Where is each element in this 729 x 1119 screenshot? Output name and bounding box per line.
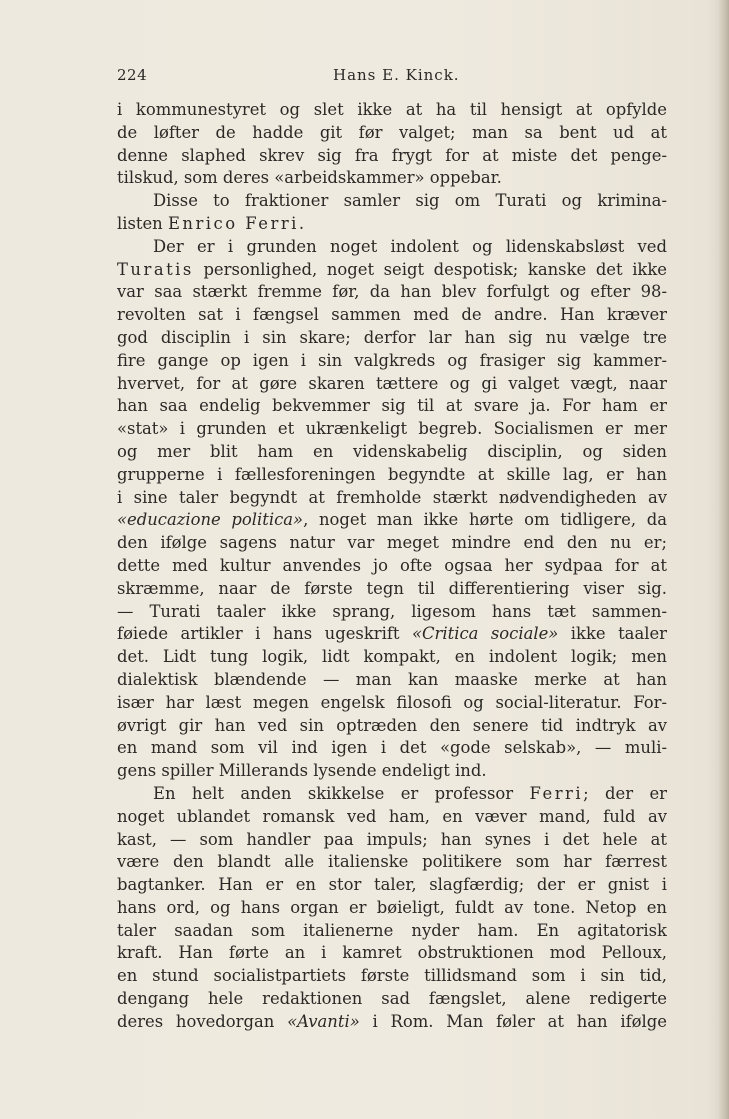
text-line — [117, 418, 667, 441]
text-line — [117, 350, 667, 373]
text-line — [117, 122, 667, 145]
text-line — [117, 920, 667, 943]
text-line — [117, 737, 667, 760]
text-line — [117, 1011, 667, 1034]
text-segment: hans ord, og hans organ er bøieligt, fuldt av tone. Netop en — [117, 897, 667, 917]
text-line — [117, 190, 667, 213]
text-line — [117, 99, 667, 122]
spaced-name: Turatis — [117, 259, 194, 279]
text-segment: dialektisk blændende — man kan maaske merke at han — [117, 669, 667, 689]
text-segment: god disciplin i sin skare; derfor lar han sig nu vælge tre — [117, 327, 667, 347]
text-line — [117, 601, 667, 624]
text-line — [117, 213, 667, 236]
text-line — [117, 806, 667, 829]
spaced-name: Enrico Ferri — [167, 213, 299, 233]
page-header — [117, 66, 667, 90]
text-segment: være den blandt alle italienske politikere som har færrest — [117, 852, 667, 872]
text-segment: især har læst megen engelsk filosofi og social-literatur. For- — [117, 692, 667, 712]
text-line — [117, 623, 667, 646]
text-line — [117, 327, 667, 350]
text-line — [117, 464, 667, 487]
text-segment: denne slaphed skrev sig fra frygt for at miste det penge- — [117, 145, 667, 165]
text-segment: i kommunestyret og slet ikke at ha til hensigt at opfylde — [117, 100, 667, 119]
text-segment: og mer blit ham en videnskabelig disciplin, og siden — [117, 441, 667, 461]
italic-title: «Critica sociale» — [411, 624, 559, 644]
text-segment: En helt anden skikkelse er professor — [153, 783, 530, 803]
running-head: Hans E. Kinck. — [333, 66, 460, 84]
text-line — [117, 988, 667, 1011]
text-line — [117, 532, 667, 555]
body-text — [117, 99, 667, 1034]
text-segment: Der er i grunden noget indolent og lidenskabsløst ved — [153, 236, 667, 256]
text-line — [117, 783, 667, 806]
text-line — [117, 259, 667, 282]
text-segment: han saa endelig bekvemmer sig til at svare ja. For ham er — [117, 396, 667, 416]
text-segment: — Turati taaler ikke sprang, ligesom hans tæt sammen- — [117, 601, 667, 621]
text-segment: det. Lidt tung logik, lidt kompakt, en indolent logik; men — [117, 647, 667, 667]
text-line — [117, 281, 667, 304]
text-line — [117, 145, 667, 168]
text-line — [117, 692, 667, 715]
text-segment: kraft. Han førte an i kamret obstruktionen mod Pelloux, — [117, 943, 667, 963]
text-segment: føiede artikler i hans ugeskrift — [117, 624, 412, 644]
text-line — [117, 509, 667, 532]
text-line — [117, 829, 667, 852]
text-segment: ; der er — [583, 783, 667, 803]
text-segment: bagtanker. Han er en stor taler, slagfærdig; der er gnist i — [117, 875, 667, 895]
text-segment: kast, — som handler paa impuls; han synes i det hele at — [117, 829, 667, 849]
text-line — [117, 441, 667, 464]
text-segment: personlighed, noget seigt despotisk; kanske det ikke — [193, 259, 667, 279]
text-line — [117, 373, 667, 396]
italic-title: «educazione politica» — [117, 510, 304, 530]
text-segment: listen — [117, 213, 168, 233]
text-segment: en stund socialistpartiets første tillidsmand som i sin tid, — [117, 966, 667, 986]
text-line — [117, 555, 667, 578]
text-segment: dette med kultur anvendes jo ofte ogsaa her sydpaa for at — [117, 555, 667, 575]
spaced-name: Ferri — [529, 783, 584, 803]
text-line — [117, 760, 667, 783]
text-segment: skræmme, naar de første tegn til differentiering viser sig. — [117, 578, 667, 598]
page-edge — [719, 0, 729, 1119]
text-line — [117, 487, 667, 510]
text-segment: noget ublandet romansk ved ham, en væver mand, fuld av — [117, 806, 667, 826]
text-segment: de løfter de hadde git før valget; man sa bent ud at — [117, 122, 667, 142]
text-line — [117, 646, 667, 669]
text-segment: Disse to fraktioner samler sig om Turati og krimina- — [153, 191, 667, 211]
text-segment: en mand som vil ind igen i det «gode selskab», — muli- — [117, 738, 667, 758]
text-segment: dengang hele redaktionen sad fængslet, alene redigerte — [117, 989, 667, 1009]
italic-title: «Avanti» — [287, 1011, 360, 1031]
text-segment: . — [298, 213, 305, 233]
text-line — [117, 715, 667, 738]
text-line — [117, 236, 667, 259]
text-line — [117, 395, 667, 418]
text-segment: gens spiller Millerands lysende endeligt ind. — [117, 761, 487, 781]
text-segment: revolten sat i fængsel sammen med de andre. Han kræver — [117, 305, 667, 325]
text-segment: den ifølge sagens natur var meget mindre end den nu er; — [117, 533, 667, 553]
text-segment: taler saadan som italienerne nyder ham. En agitatorisk — [117, 920, 667, 940]
text-segment: tilskud, som deres «arbeidskammer» oppebar. — [117, 168, 502, 188]
text-line — [117, 851, 667, 874]
text-segment: fire gange op igen i sin valgkreds og frasiger sig kammer- — [117, 350, 667, 370]
text-line — [117, 578, 667, 601]
text-line — [117, 304, 667, 327]
text-line — [117, 942, 667, 965]
text-segment: i sine taler begyndt at fremholde stærkt nødvendigheden av — [117, 487, 667, 507]
text-segment: grupperne i fællesforeningen begyndte at skille lag, er han — [117, 464, 667, 484]
text-line — [117, 874, 667, 897]
text-segment: var saa stærkt fremme før, da han blev forfulgt og efter 98- — [117, 282, 667, 302]
text-segment: deres hovedorgan — [117, 1011, 288, 1031]
text-segment: «stat» i grunden et ukrænkeligt begreb. Socialismen er mer — [117, 419, 667, 439]
text-segment: i Rom. Man føler at han ifølge — [359, 1011, 667, 1031]
text-segment: , noget man ikke hørte om tidligere, da — [303, 510, 667, 530]
text-segment: ikke taaler — [558, 624, 667, 644]
text-line — [117, 167, 667, 190]
text-line — [117, 897, 667, 920]
text-line — [117, 669, 667, 692]
text-segment: øvrigt gir han ved sin optræden den senere tid indtryk av — [117, 715, 667, 735]
text-segment: hvervet, for at gøre skaren tættere og gi valget vægt, naar — [117, 373, 667, 393]
page-number: 224 — [117, 66, 148, 84]
text-line — [117, 965, 667, 988]
